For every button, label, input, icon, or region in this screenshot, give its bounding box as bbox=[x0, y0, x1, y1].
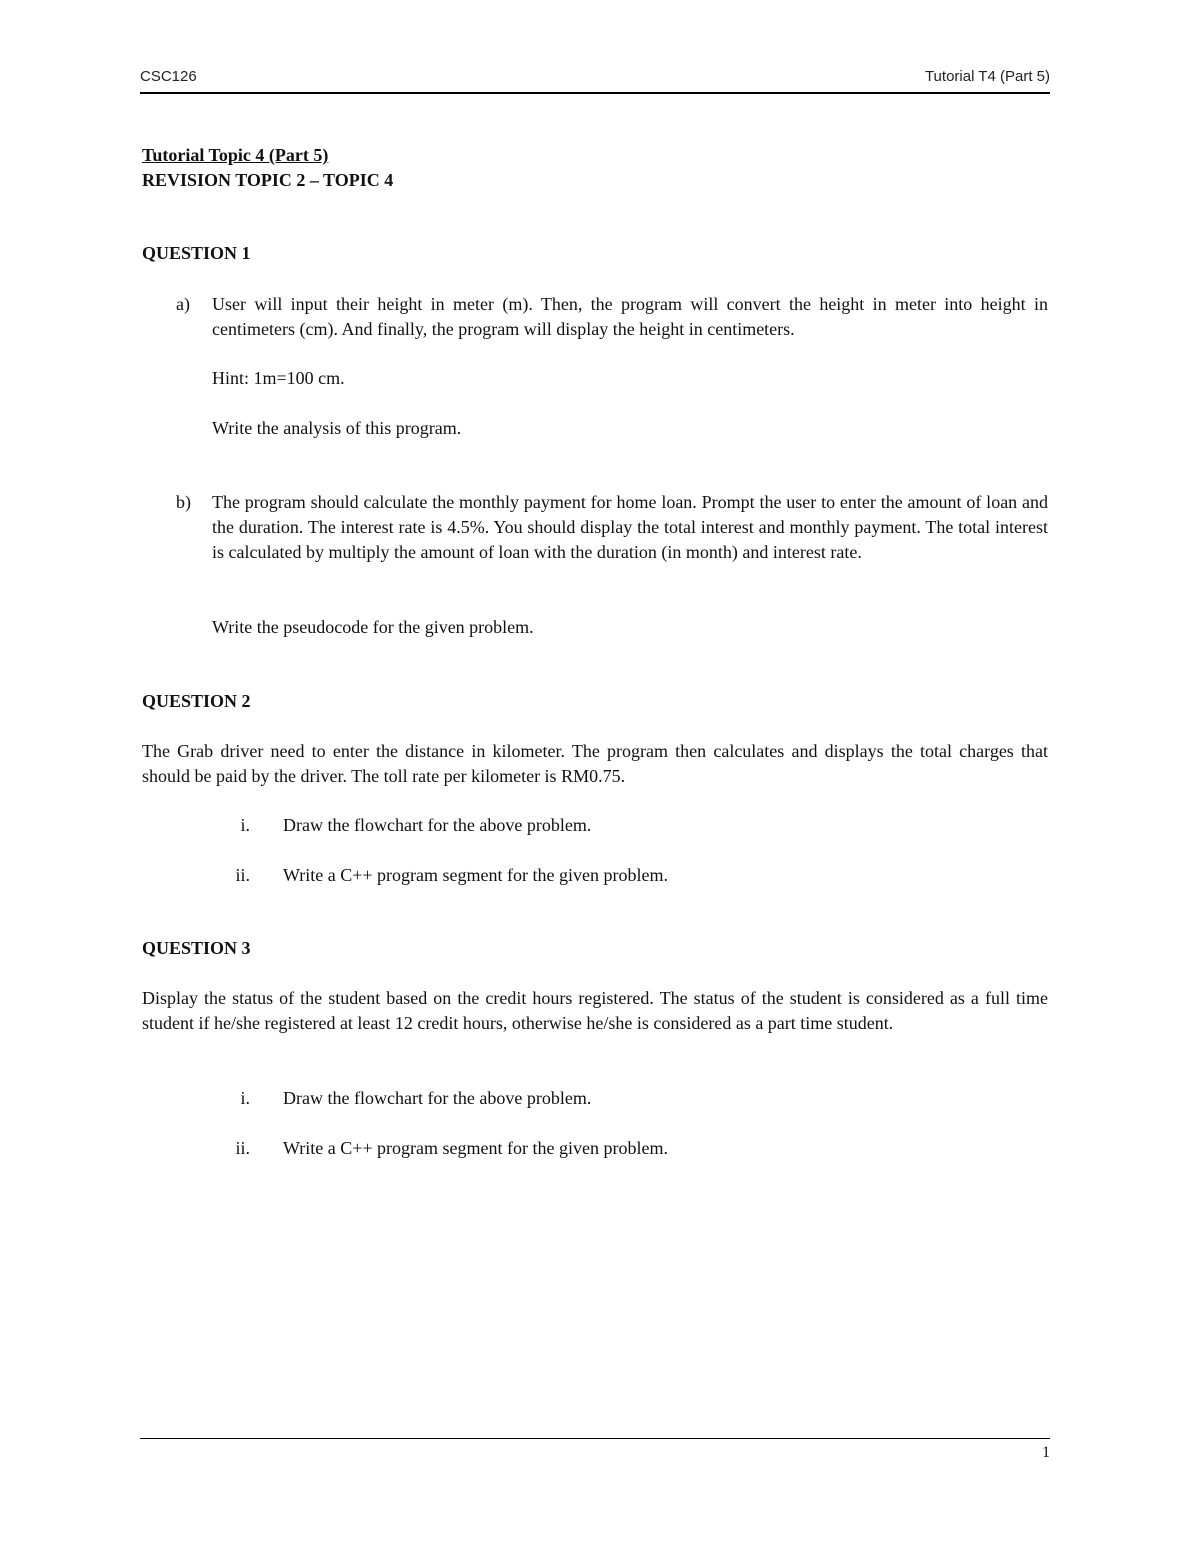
q2-item-2-number: ii. bbox=[235, 865, 250, 885]
q2-item-2-text: Write a C++ program segment for the given problem. bbox=[283, 865, 668, 885]
document-title: Tutorial Topic 4 (Part 5) bbox=[142, 145, 329, 165]
q1b-text: The program should calculate the monthly payment for home loan. Prompt the user to enter the amount of loan and the duration. The interest rate is 4.5%. You should display the total interest and monthly payment. The total interest is calculated by multiply the amount of loan with the duration (in month) and interest rate. bbox=[212, 492, 1048, 562]
q3-item-1-number: i. bbox=[240, 1088, 250, 1108]
q2-item-1-text: Draw the flowchart for the above problem. bbox=[283, 815, 592, 835]
document-subtitle: REVISION TOPIC 2 – TOPIC 4 bbox=[142, 170, 394, 190]
question-1-heading: QUESTION 1 bbox=[142, 243, 251, 263]
q3-text: Display the status of the student based on the credit hours registered. The status of the student is considered as a full time student if he/she registered at least 12 credit hours, otherwise he/she is considered as a part time student. bbox=[142, 988, 1048, 1033]
page-header bbox=[140, 68, 1050, 94]
q1b-label: b) bbox=[176, 492, 191, 512]
q1a-hint: Hint: 1m=100 cm. bbox=[212, 368, 345, 388]
q2-item-1-number: i. bbox=[240, 815, 250, 835]
header-course: CSC126 bbox=[140, 68, 197, 85]
page-number: 1 bbox=[1042, 1444, 1050, 1461]
q3-item-1-text: Draw the flowchart for the above problem. bbox=[283, 1088, 592, 1108]
q3-item-2-number: ii. bbox=[235, 1138, 250, 1158]
question-2-heading: QUESTION 2 bbox=[142, 691, 251, 711]
question-3-heading: QUESTION 3 bbox=[142, 938, 251, 958]
q1a-label: a) bbox=[176, 294, 190, 314]
q1a-text: User will input their height in meter (m). Then, the program will convert the height in meter into height in centimeters (cm). And finally, the program will display the height in centimeters. bbox=[212, 294, 1048, 339]
q2-text: The Grab driver need to enter the distance in kilometer. The program then calculates and displays the total charges that should be paid by the driver. The toll rate per kilometer is RM0.75. bbox=[142, 741, 1048, 786]
q1b-task: Write the pseudocode for the given problem. bbox=[212, 617, 534, 637]
footer-divider bbox=[140, 1438, 1050, 1439]
q1a-task: Write the analysis of this program. bbox=[212, 418, 462, 438]
header-section: Tutorial T4 (Part 5) bbox=[924, 68, 1050, 85]
q3-item-2-text: Write a C++ program segment for the given problem. bbox=[283, 1138, 668, 1158]
